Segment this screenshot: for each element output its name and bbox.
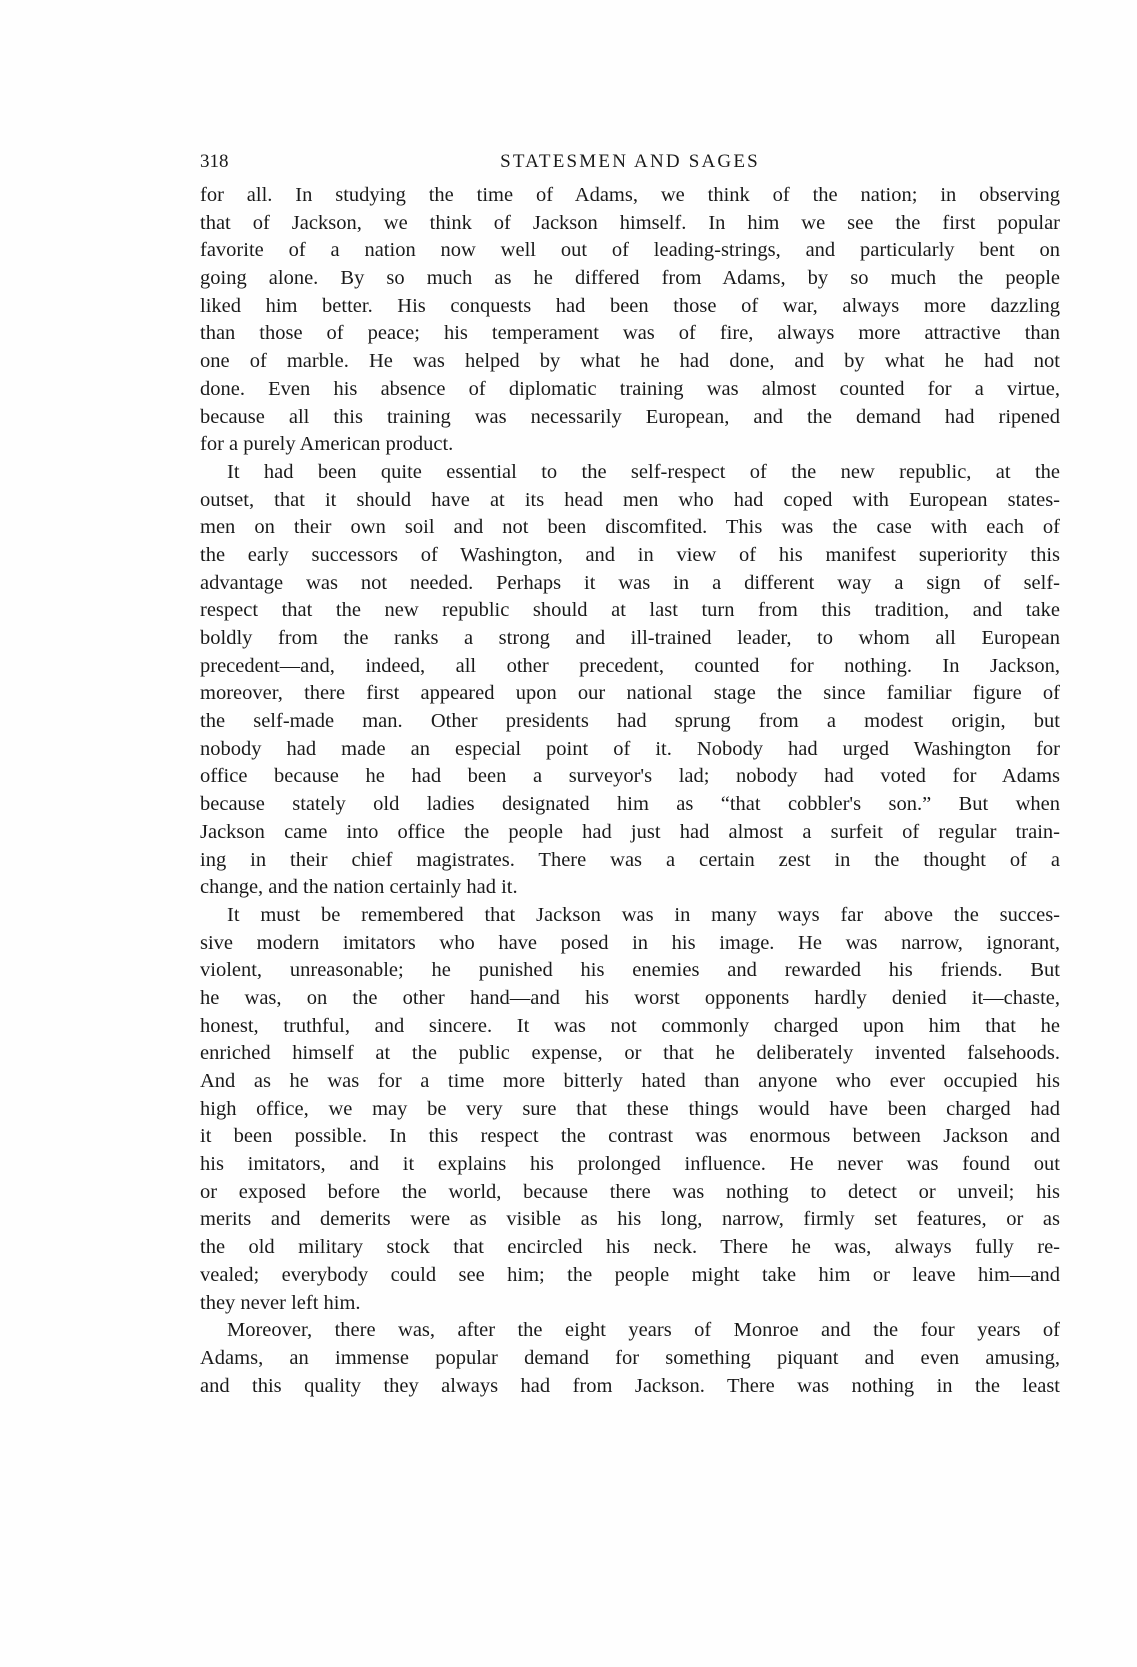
- text-line: for a purely American product.: [200, 433, 454, 456]
- text-line: outset, that it should have at its head men who had coped with European states-: [200, 488, 1060, 511]
- text-line: high office, we may be very sure that these things would have been charged had: [200, 1097, 1060, 1120]
- body-text: [200, 182, 1060, 1400]
- text-line: Jackson came into office the people had just had almost a surfeit of regular train-: [200, 820, 1060, 843]
- running-head: [200, 151, 1060, 175]
- text-line: Moreover, there was, after the eight years of Monroe and the four years of: [227, 1319, 1060, 1342]
- text-line: boldly from the ranks a strong and ill-trained leader, to whom all European: [200, 627, 1060, 649]
- text-line: respect that the new republic should at last turn from this tradition, and take: [200, 599, 1060, 622]
- text-line: going alone. By so much as he differed from Adams, by so much the people: [200, 267, 1060, 290]
- text-line: it been possible. In this respect the contrast was enormous between Jackson and: [200, 1125, 1060, 1148]
- text-line: honest, truthful, and sincere. It was not commonly charged upon him that he: [200, 1014, 1060, 1037]
- text-line: And as he was for a time more bitterly hated than anyone who ever occupied his: [200, 1070, 1060, 1092]
- text-line: office because he had been a surveyor's lad; nobody had voted for Adams: [200, 765, 1060, 788]
- text-line: violent, unreasonable; he punished his enemies and rewarded his friends. But: [200, 959, 1060, 982]
- text-line: he was, on the other hand—and his worst opponents hardly denied it—chaste,: [200, 986, 1060, 1009]
- text-line: or exposed before the world, because there was nothing to detect or unveil; his: [200, 1180, 1060, 1203]
- text-line: liked him better. His conquests had been those of war, always more dazzling: [200, 294, 1060, 317]
- text-line: merits and demerits were as visible as his long, narrow, firmly set features, or as: [200, 1208, 1060, 1231]
- text-line: change, and the nation certainly had it.: [200, 876, 518, 899]
- text-line: favorite of a nation now well out of leading-strings, and particularly bent on: [200, 239, 1060, 262]
- text-line: vealed; everybody could see him; the people might take him or leave him—and: [200, 1263, 1060, 1286]
- text-line: ing in their chief magistrates. There was a certain zest in the thought of a: [200, 848, 1060, 871]
- text-line: and this quality they always had from Jackson. There was nothing in the least: [200, 1374, 1060, 1397]
- text-line: because stately old ladies designated him as “that cobbler's son.” But when: [200, 793, 1060, 816]
- text-line: for all. In studying the time of Adams, we think of the nation; in observing: [200, 184, 1060, 206]
- text-line: enriched himself at the public expense, or that he deliberately invented falsehoods.: [200, 1042, 1060, 1065]
- text-line: the old military stock that encircled his neck. There he was, always fully re-: [200, 1236, 1060, 1259]
- text-line: the early successors of Washington, and in view of his manifest superiority this: [200, 543, 1060, 566]
- page-number: 318: [200, 151, 229, 172]
- text-line: men on their own soil and not been discomfited. This was the case with each of: [200, 516, 1060, 539]
- text-line: moreover, there first appeared upon our national stage the since familiar figure of: [200, 682, 1060, 705]
- running-title: STATESMEN AND SAGES: [500, 151, 760, 172]
- text-line: one of marble. He was helped by what he had done, and by what he had not: [200, 350, 1060, 373]
- text-line: done. Even his absence of diplomatic training was almost counted for a virtue,: [200, 377, 1060, 400]
- text-line: they never left him.: [200, 1291, 361, 1314]
- text-line: sive modern imitators who have posed in his image. He was narrow, ignorant,: [200, 931, 1060, 954]
- text-line: than those of peace; his temperament was of fire, always more attractive than: [200, 322, 1060, 345]
- text-line: advantage was not needed. Perhaps it was in a different way a sign of self-: [200, 571, 1060, 594]
- text-line: It must be remembered that Jackson was in many ways far above the succes-: [227, 903, 1060, 926]
- text-line: nobody had made an especial point of it. Nobody had urged Washington for: [200, 737, 1060, 760]
- text-line: that of Jackson, we think of Jackson himself. In him we see the first popular: [200, 211, 1060, 234]
- text-line: It had been quite essential to the self-respect of the new republic, at the: [227, 460, 1060, 483]
- text-line: precedent—and, indeed, all other precedent, counted for nothing. In Jackson,: [200, 654, 1060, 677]
- text-line: his imitators, and it explains his prolonged influence. He never was found out: [200, 1153, 1060, 1176]
- text-line: because all this training was necessarily European, and the demand had ripened: [200, 405, 1060, 428]
- text-line: Adams, an immense popular demand for something piquant and even amusing,: [200, 1346, 1060, 1369]
- text-line: the self-made man. Other presidents had sprung from a modest origin, but: [200, 710, 1060, 733]
